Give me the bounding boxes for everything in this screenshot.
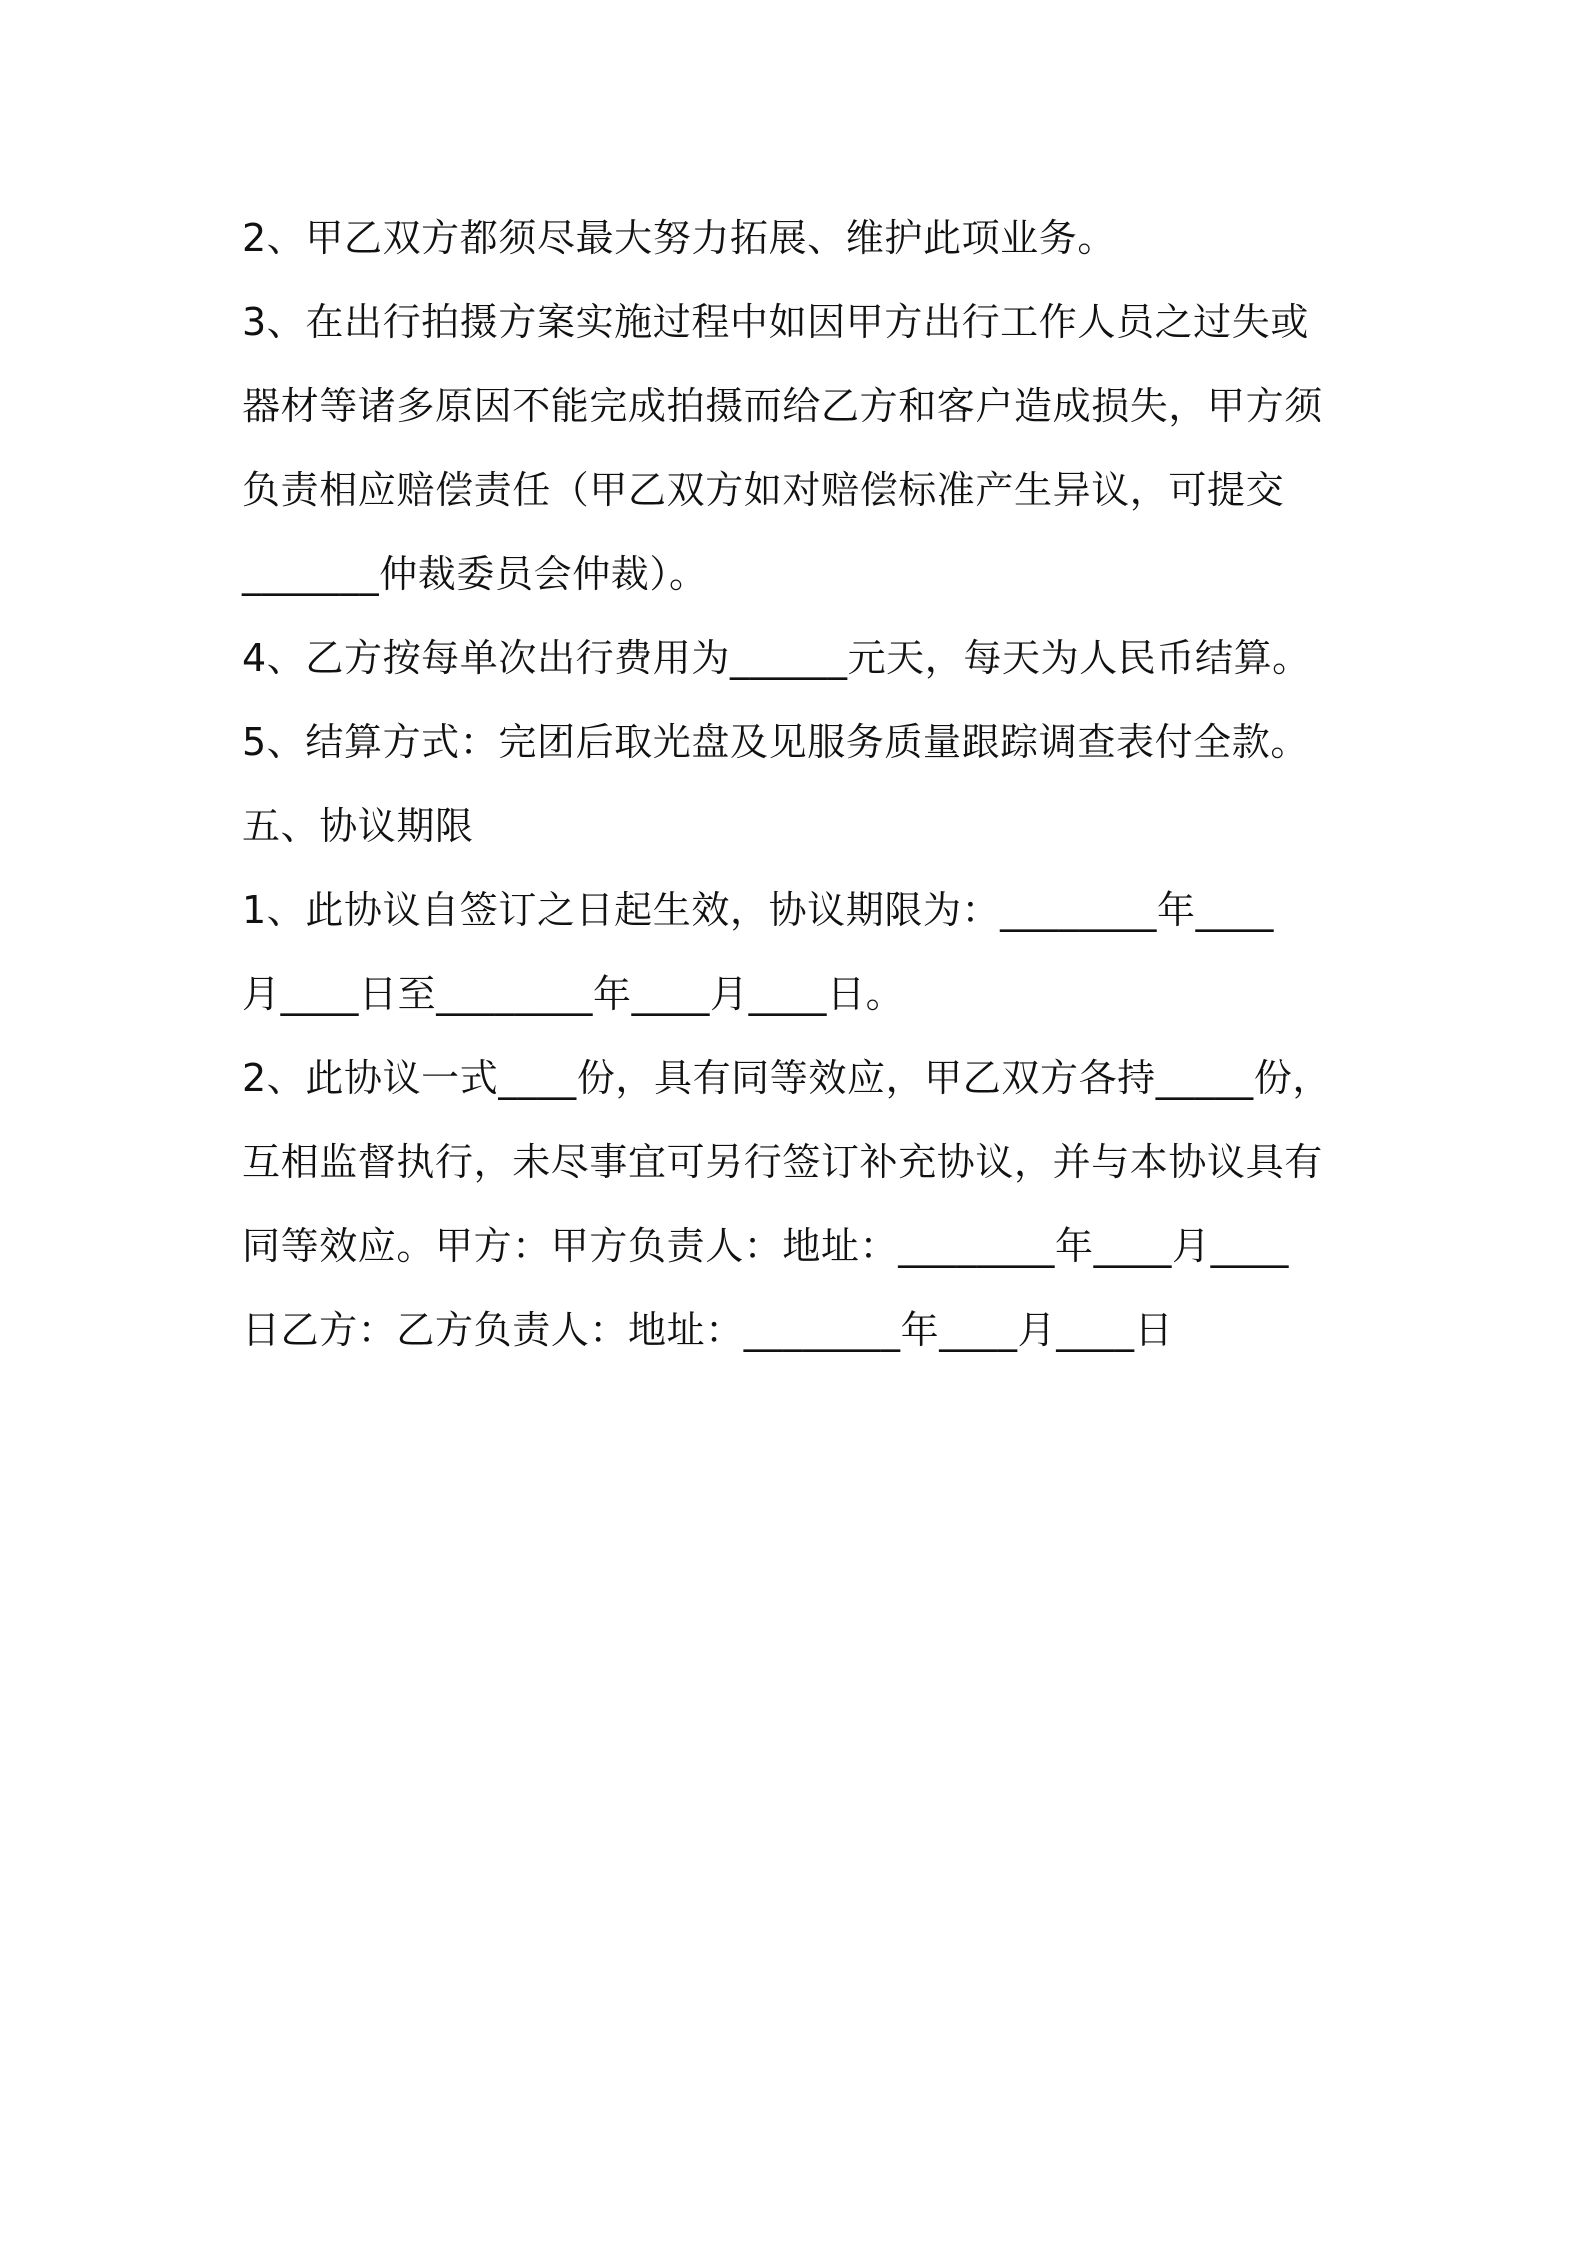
clause-3-line-1: 3、在出行拍摄方案实施过程中如因甲方出行工作人员之过失或: [242, 300, 1309, 344]
term-clause-1-line-2: 月____日至________年____月____日。: [242, 972, 905, 1016]
document-body: [242, 196, 1362, 1372]
term-clause-2-line-2: 互相监督执行，未尽事宜可另行签订补充协议，并与本协议具有: [242, 1140, 1323, 1184]
clause-4-line: 4、乙方按每单次出行费用为______元天，每天为人民币结算。: [242, 636, 1311, 680]
clause-5-line: 5、结算方式：完团后取光盘及见服务质量跟踪调查表付全款。: [242, 720, 1309, 764]
section-heading-term: 五、协议期限: [242, 804, 474, 848]
term-clause-1-line-1: 1、此协议自签订之日起生效，协议期限为：________年____: [242, 888, 1274, 932]
clause-2-line: 2、甲乙双方都须尽最大努力拓展、维护此项业务。: [242, 216, 1116, 260]
clause-3-line-2: 器材等诸多原因不能完成拍摄而给乙方和客户造成损失，甲方须: [242, 384, 1323, 428]
signature-line-party-a: 同等效应。甲方：甲方负责人：地址：________年____月____: [242, 1224, 1290, 1268]
term-clause-2-line-1: 2、此协议一式____份，具有同等效应，甲乙双方各持_____份，: [242, 1056, 1331, 1100]
clause-3-line-3: 负责相应赔偿责任（甲乙双方如对赔偿标准产生异议，可提交: [242, 468, 1285, 512]
clause-3-line-4: _______仲裁委员会仲裁）。: [242, 552, 708, 596]
signature-line-party-b: 日乙方：乙方负责人：地址：________年____月____日: [242, 1308, 1174, 1352]
